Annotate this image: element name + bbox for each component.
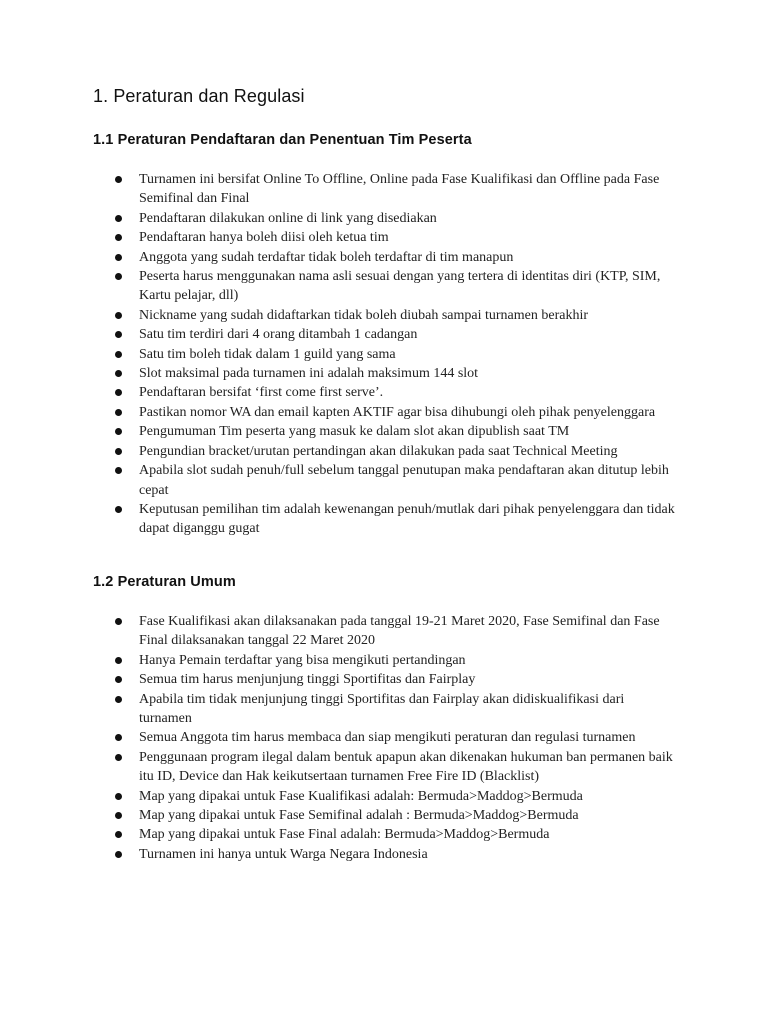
bullet-icon — [115, 428, 122, 435]
bullet-icon — [115, 234, 122, 241]
list-item — [0, 845, 679, 864]
list-item — [0, 345, 679, 364]
bullet-icon — [115, 754, 122, 761]
bullet-icon — [115, 506, 122, 513]
list-item — [0, 612, 679, 651]
list-item-text: Peserta harus menggunakan nama asli sesuai dengan yang tertera di identitas diri (KTP, SIM, Kartu pelajar, dll) — [139, 269, 661, 304]
list-item-text: Map yang dipakai untuk Fase Final adalah: Bermuda>Maddog>Bermuda — [139, 827, 550, 843]
list-item — [0, 748, 679, 787]
bullet-icon — [115, 467, 122, 474]
list-item-text: Semua Anggota tim harus membaca dan siap mengikuti peraturan dan regulasi turnamen — [139, 730, 636, 746]
bullet-icon — [115, 657, 122, 664]
list-item-text: Satu tim terdiri dari 4 orang ditambah 1 cadangan — [139, 327, 418, 343]
list-item — [0, 170, 679, 209]
list-item — [0, 364, 679, 383]
list-item-text: Map yang dipakai untuk Fase Semifinal adalah : Bermuda>Maddog>Bermuda — [139, 808, 579, 824]
list-item — [0, 422, 679, 441]
list-item — [0, 403, 679, 422]
list-item — [0, 787, 679, 806]
list-item-text: Hanya Pemain terdaftar yang bisa mengikuti pertandingan — [139, 652, 466, 668]
bullet-icon — [115, 254, 122, 261]
list-item — [0, 306, 679, 325]
list-item-text: Semua tim harus menjunjung tinggi Sportifitas dan Fairplay — [139, 672, 476, 688]
registration-rules-list — [0, 170, 768, 539]
list-item — [0, 228, 679, 247]
list-item-text: Fase Kualifikasi akan dilaksanakan pada tanggal 19-21 Maret 2020, Fase Semifinal dan Fase Final dilaksanakan tanggal 22 Maret 2020 — [139, 614, 660, 649]
bullet-icon — [115, 331, 122, 338]
bullet-icon — [115, 812, 122, 819]
list-item — [0, 651, 679, 670]
list-item-text: Pendaftaran hanya boleh diisi oleh ketua tim — [139, 230, 389, 246]
list-item — [0, 461, 679, 500]
list-item — [0, 690, 679, 729]
list-item-text: Apabila slot sudah penuh/full sebelum tanggal penutupan maka pendaftaran akan ditutup lebih cepat — [139, 463, 669, 498]
bullet-icon — [115, 389, 122, 396]
list-item-text: Map yang dipakai untuk Fase Kualifikasi adalah: Bermuda>Maddog>Bermuda — [139, 788, 583, 804]
list-item — [0, 728, 679, 747]
bullet-icon — [115, 215, 122, 222]
bullet-icon — [115, 312, 122, 319]
list-item-text: Turnamen ini bersifat Online To Offline, Online pada Fase Kualifikasi dan Offline pada Fase Semifinal dan Final — [139, 172, 660, 207]
list-item-text: Pendaftaran dilakukan online di link yang disediakan — [139, 210, 437, 226]
list-item-text: Turnamen ini hanya untuk Warga Negara Indonesia — [139, 846, 428, 862]
bullet-icon — [115, 273, 122, 280]
list-item — [0, 325, 679, 344]
bullet-icon — [115, 176, 122, 183]
list-item-text: Penggunaan program ilegal dalam bentuk apapun akan dikenakan hukuman ban permanen baik itu ID, Device dan Hak keikutsertaan turnamen Free Fire ID (Blacklist) — [139, 749, 673, 785]
bullet-icon — [115, 370, 122, 377]
list-item — [0, 500, 679, 539]
general-rules-list — [0, 612, 768, 864]
page-title: 1. Peraturan dan Regulasi — [93, 86, 305, 106]
bullet-icon — [115, 351, 122, 358]
list-item — [0, 248, 679, 267]
list-item — [0, 442, 679, 461]
list-item-text: Pengundian bracket/urutan pertandingan akan dilakukan pada saat Technical Meeting — [139, 443, 618, 459]
bullet-icon — [115, 793, 122, 800]
list-item-text: Pendaftaran bersifat ‘first come first serve’. — [139, 385, 384, 401]
section-title-general: 1.2 Peraturan Umum — [93, 574, 236, 590]
list-item-text: Pastikan nomor WA dan email kapten AKTIF agar bisa dihubungi oleh pihak penyelenggara — [139, 404, 656, 420]
bullet-icon — [115, 734, 122, 741]
bullet-icon — [115, 676, 122, 683]
list-item — [0, 267, 679, 306]
list-item-text: Nickname yang sudah didaftarkan tidak boleh diubah sampai turnamen berakhir — [139, 307, 589, 323]
bullet-icon — [115, 618, 122, 625]
bullet-icon — [115, 448, 122, 455]
list-item — [0, 383, 679, 402]
list-item-text: Keputusan pemilihan tim adalah kewenangan penuh/mutlak dari pihak penyelenggara dan tidak dapat diganggu gugat — [139, 501, 675, 537]
list-item-text: Apabila tim tidak menjunjung tinggi Sportifitas dan Fairplay akan didiskualifikasi dari turnamen — [139, 691, 625, 727]
list-item-text: Pengumuman Tim peserta yang masuk ke dalam slot akan dipublish saat TM — [139, 424, 570, 440]
bullet-icon — [115, 831, 122, 838]
list-item-text: Anggota yang sudah terdaftar tidak boleh terdaftar di tim manapun — [139, 249, 514, 265]
list-item-text: Satu tim boleh tidak dalam 1 guild yang sama — [139, 346, 396, 362]
list-item — [0, 806, 679, 825]
list-item-text: Slot maksimal pada turnamen ini adalah maksimum 144 slot — [139, 366, 479, 382]
list-item — [0, 670, 679, 689]
bullet-icon — [115, 409, 122, 416]
list-item — [0, 825, 679, 844]
bullet-icon — [115, 851, 122, 858]
section-title-registration: 1.1 Peraturan Pendaftaran dan Penentuan Tim Peserta — [93, 132, 472, 148]
list-item — [0, 209, 679, 228]
bullet-icon — [115, 696, 122, 703]
